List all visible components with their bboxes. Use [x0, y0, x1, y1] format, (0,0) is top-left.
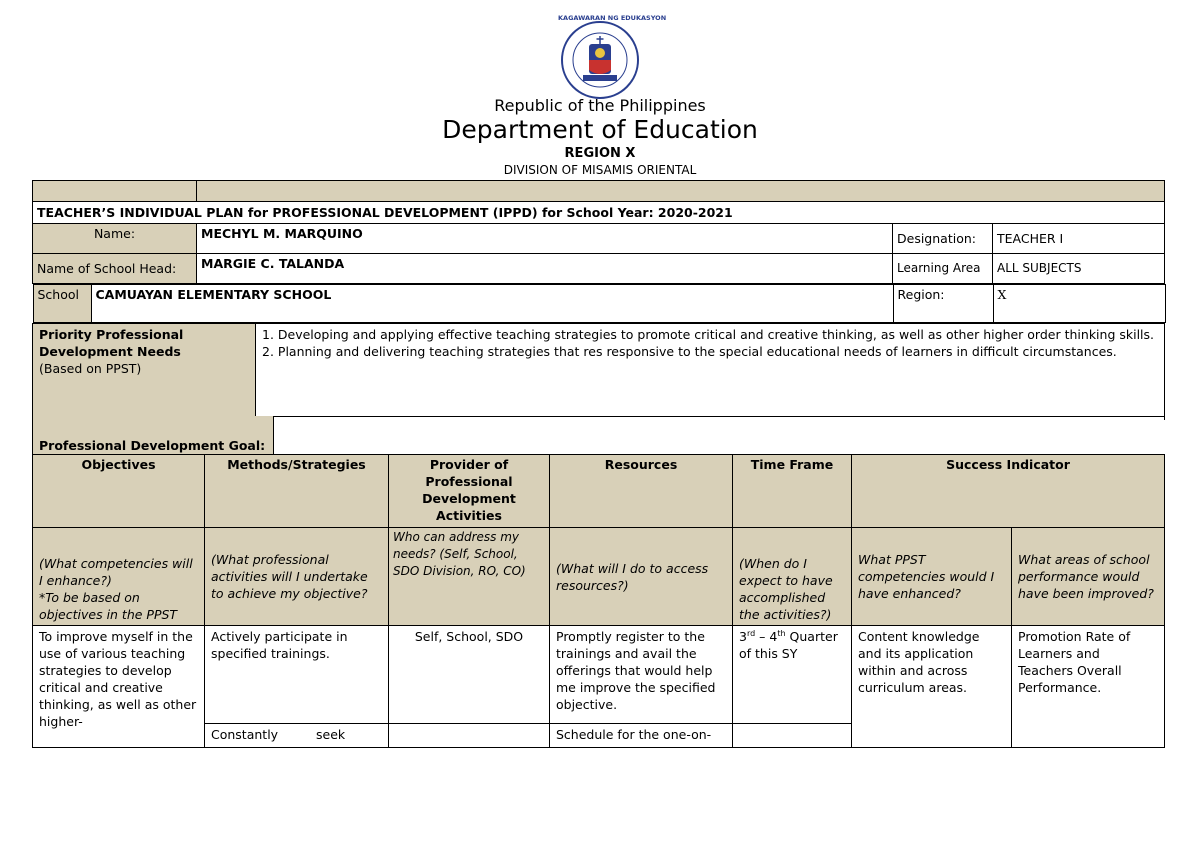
time-frame-cell — [733, 724, 852, 748]
time-question: (When do I expect to have accomplished the activities?) — [733, 528, 852, 626]
header-objectives: Objectives — [33, 455, 205, 528]
name-value: MECHYL M. MARQUINO — [197, 224, 893, 254]
goal-label: Professional Development Goal: — [39, 438, 266, 453]
learning-area-value: ALL SUBJECTS — [993, 254, 1165, 284]
objectives-question-cell — [33, 528, 205, 626]
objectives-question: (What competencies will I enhance?) — [39, 556, 193, 588]
header-resources: Resources — [550, 455, 733, 528]
needs-sublabel: (Based on PPST) — [39, 361, 142, 376]
name-label: Name: — [33, 224, 197, 254]
needs-label: Priority Professional Development Needs — [39, 327, 184, 359]
republic-heading: Republic of the Philippines — [494, 96, 706, 115]
needs-item: 1. Developing and applying effective teaching strategies to promote critical and creative thinking, as well as other higher order thinking skills. — [262, 327, 1155, 342]
region-label: Region: — [893, 285, 993, 323]
objective-cell: To improve myself in the use of various teaching strategies to develop critical and creative thinking, as well as other higher- — [33, 626, 205, 748]
objectives-note: *To be based on objectives in the PPST — [39, 590, 178, 622]
success-competencies-question: What PPST competencies would I have enhanced? — [852, 528, 1012, 626]
seal-text: KAGAWARAN NG EDUKASYON — [558, 14, 667, 22]
resource-cell: Promptly register to the trainings and avail the offerings that would help me improve the specified objective. — [550, 626, 733, 724]
success-performance-question: What areas of school performance would have been improved? — [1012, 528, 1165, 626]
provider-cell — [389, 724, 550, 748]
provider-question: Who can address my needs? (Self, School, SDO Division, RO, CO) — [389, 528, 550, 626]
school-label: School — [33, 285, 91, 323]
needs-item: 2. Planning and delivering teaching strategies that res responsive to the special educational needs of learners in difficult circumstances. — [262, 344, 1117, 359]
blank-cell — [197, 181, 1165, 202]
division-heading: DIVISION OF MISAMIS ORIENTAL — [503, 163, 697, 177]
method-cell: Constantly seek — [205, 724, 389, 748]
deped-seal-logo — [558, 14, 667, 100]
department-heading: Department of Education — [442, 115, 758, 144]
resource-cell: Schedule for the one-on- — [550, 724, 733, 748]
header-time-frame: Time Frame — [733, 455, 852, 528]
plan-table — [32, 454, 1165, 748]
school-head-value: MARGIE C. TALANDA — [197, 254, 893, 284]
success-competencies-cell: Content knowledge and its application within and across curriculum areas. — [852, 626, 1012, 748]
method-cell: Actively participate in specified trainings. — [205, 626, 389, 724]
info-table — [32, 180, 1165, 420]
methods-question: (What professional activities will I undertake to achieve my objective? — [205, 528, 389, 626]
region-heading: REGION X — [564, 146, 636, 161]
header-success-indicator: Success Indicator — [852, 455, 1165, 528]
resources-question: (What will I do to access resources?) — [550, 528, 733, 626]
region-value: X — [993, 285, 1165, 323]
form-title: TEACHER’S INDIVIDUAL PLAN for PROFESSIONAL DEVELOPMENT (IPPD) for School Year: 2020-2021 — [33, 202, 1165, 224]
header-methods: Methods/Strategies — [205, 455, 389, 528]
needs-label-cell — [33, 324, 256, 420]
header-provider: Provider of Professional Development Activities — [389, 455, 550, 528]
time-frame-cell: 3rd – 4th Quarter of this SY — [733, 626, 852, 724]
designation-value: TEACHER I — [993, 224, 1165, 254]
success-performance-cell: Promotion Rate of Learners and Teachers Overall Performance. — [1012, 626, 1165, 748]
provider-cell: Self, School, SDO — [389, 626, 550, 724]
school-value: CAMUAYAN ELEMENTARY SCHOOL — [91, 285, 893, 323]
learning-area-label: Learning Area — [893, 254, 993, 284]
goal-value — [273, 416, 1164, 454]
goal-row — [32, 416, 1164, 454]
designation-label: Designation: — [893, 224, 993, 254]
blank-cell — [33, 181, 197, 202]
needs-list — [256, 324, 1165, 420]
school-head-label: Name of School Head: — [33, 254, 197, 284]
